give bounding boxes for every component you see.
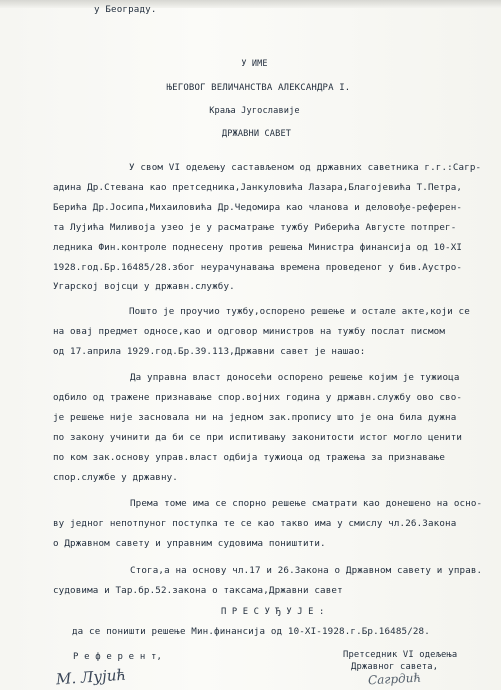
- signatory-right-title: Претседник VI одељења: [343, 650, 458, 660]
- body-line: Угарској војсци у државн.службу.: [53, 281, 235, 292]
- body-line: одбило од тражене признавање спор.војних година у државн.службу ово сво-: [53, 392, 463, 403]
- header-line-4: ДРЖАВНИ САВЕТ: [221, 129, 292, 139]
- body-line: по закону учинити да би се при испитивању законитости истог могло ценити: [53, 432, 463, 443]
- body-line: о Државном савету и управним судовима поништити.: [53, 538, 326, 549]
- verdict-heading: П Р Е С У Ђ У Ј Е :: [221, 607, 325, 617]
- verdict-text: да се поништи решење Мин.финансија од 10-XI-1928.г.Бр.16485/28.: [72, 626, 430, 637]
- body-line: 1928.год.Бр.16485/28.због неурачунавања времена проведеног у бив.Аустро-: [53, 262, 463, 273]
- body-line: спор.службе у државну.: [53, 472, 178, 483]
- body-line: У свом VI одељењу састављеном од државних саветника г.г.:Сагр-: [129, 162, 482, 173]
- body-line: Да управна власт доносећи оспорено решење којим је тужиоца: [130, 372, 460, 383]
- body-line: Пошто је проучио тужбу,оспорено решење и остале акте,који се: [129, 306, 470, 317]
- signatory-right-body: Државног савета,: [351, 662, 439, 672]
- body-line: ледника Фин.контроле поднесену против решења Министра финансија од 10-XI: [53, 242, 463, 253]
- signature-left: М. Лујић: [55, 665, 127, 689]
- page-edge: [0, 0, 501, 8]
- body-line: је решење није засновала ни на једном зак.пропису што је она била дужна: [53, 412, 457, 423]
- header-line-2: ЊЕГОВОГ ВЕЛИЧАНСТВА АЛЕКСАНДРА I.: [166, 83, 351, 93]
- top-fragment: у Београду.: [94, 4, 157, 15]
- signatory-left-label: Р е ф е р е н т,: [73, 652, 163, 662]
- body-line: Према томе има се спорно решење сматрати као донешено на осно-: [130, 498, 483, 509]
- body-line: ву једног непотпуног поступка те се као такво има у смислу чл.26.Закона: [53, 518, 457, 529]
- body-line: по ком зак.основу управ.власт одбија тужиоца од тражења за признавање: [53, 452, 446, 463]
- body-line: Стога,а на основу чл.17 и 26.Закона о Државном савету и управ.: [130, 565, 483, 576]
- body-line: од 17.априла 1929.год.Бр.39.113,Државни савет је нашао:: [53, 346, 366, 357]
- body-line: Берића Др.Јосипа,Михаиловића Др.Чедомира као чланова и деловође-референ-: [53, 202, 463, 213]
- header-line-3: Краља Југославије: [209, 106, 300, 116]
- body-line: судовима и Тар.бр.52.закона о таксама,Државни савет: [53, 585, 343, 596]
- body-line: на овај предмет односе,као и одговор министров на тужбу послат писмом: [53, 326, 446, 337]
- header-line-1: У ИМЕ: [241, 59, 268, 69]
- body-line: та Лујића Миливоја узео је у расматрање тужбу Риберића Августе потпрег-: [53, 222, 457, 233]
- body-line: адина Др.Стевана као претседника,Јанкуловића Лазара,Благојевића Т.Петра,: [53, 182, 463, 193]
- signature-right: Сагрдић: [367, 670, 422, 688]
